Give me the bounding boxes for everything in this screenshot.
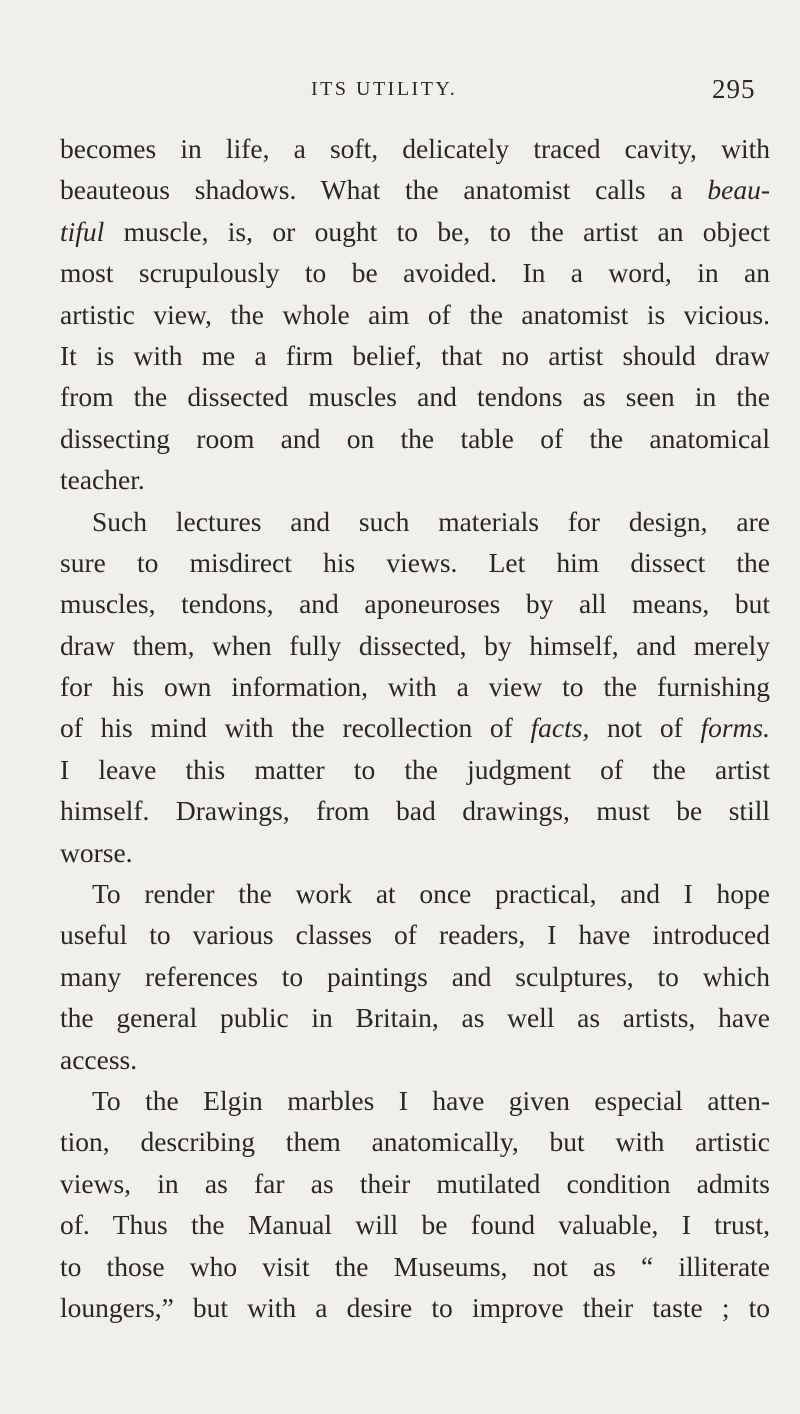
italic-term: forms.	[700, 712, 770, 744]
text-line: from the dissected muscles and tendons as seen in the	[60, 381, 770, 413]
text-line: of his mind with the recollection of facts, not of forms.	[60, 712, 770, 744]
page-number: 295	[712, 74, 756, 104]
text-line: I leave this matter to the judgment of the artist	[60, 753, 770, 785]
text-line: draw them, when fully dissected, by himself, and merely	[60, 629, 770, 661]
text-line: teacher.	[60, 464, 145, 496]
text-line: It is with me a firm belief, that no artist should draw	[60, 339, 770, 371]
body-text	[60, 128, 770, 1328]
text-line: beauteous shadows. What the anatomist calls a beau-	[60, 174, 771, 206]
text-line: many references to paintings and sculptures, to which	[60, 960, 770, 992]
paragraph-start-line: To render the work at once practical, and I hope	[92, 878, 770, 910]
text-line: access.	[60, 1043, 138, 1075]
text-line: useful to various classes of readers, I have introduced	[60, 919, 770, 951]
text-line: for his own information, with a view to the furnishing	[60, 671, 770, 703]
text-line: dissecting room and on the table of the anatomical	[60, 422, 770, 454]
paragraph-start-line: To the Elgin marbles I have given especial atten-	[92, 1084, 770, 1116]
italic-term: tiful	[60, 215, 105, 247]
text-line: artistic view, the whole aim of the anatomist is vicious.	[60, 298, 770, 330]
text-line: to those who visit the Museums, not as “ illiterate	[60, 1250, 770, 1282]
italic-term: facts,	[530, 712, 590, 744]
text-line: of. Thus the Manual will be found valuable, I trust,	[60, 1209, 770, 1241]
text-line: tiful muscle, is, or ought to be, to the artist an object	[60, 215, 771, 247]
italic-term: beau-	[707, 174, 771, 206]
paragraph-start-line: Such lectures and such materials for design, are	[92, 505, 770, 537]
text-line: most scrupulously to be avoided. In a word, in an	[60, 257, 770, 289]
text-line: views, in as far as their mutilated condition admits	[60, 1167, 770, 1199]
text-line: the general public in Britain, as well as artists, have	[60, 1002, 770, 1034]
text-line: sure to misdirect his views. Let him dissect the	[60, 546, 770, 578]
running-head	[0, 74, 800, 110]
text-line: loungers,” but with a desire to improve their taste ; to	[60, 1291, 770, 1323]
running-title: ITS UTILITY.	[311, 78, 458, 100]
text-line: tion, describing them anatomically, but with artistic	[60, 1126, 770, 1158]
text-line: becomes in life, a soft, delicately traced cavity, with	[60, 133, 770, 164]
text-line: himself. Drawings, from bad drawings, must be still	[60, 795, 770, 827]
text-line: worse.	[60, 836, 133, 868]
text-line: muscles, tendons, and aponeuroses by all means, but	[60, 588, 770, 620]
